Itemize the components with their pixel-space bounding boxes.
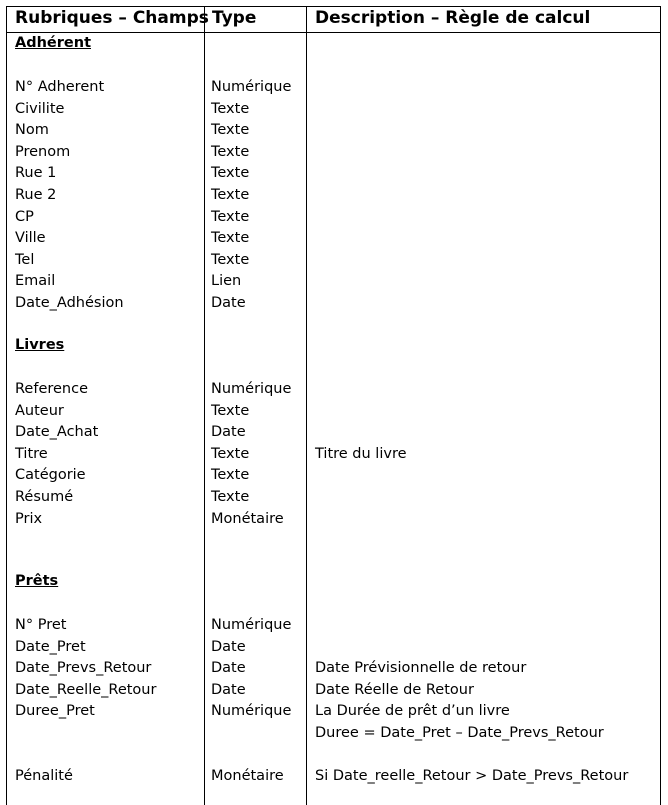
field-name: Civilite xyxy=(15,101,65,117)
table-header xyxy=(6,6,661,33)
field-type: Date xyxy=(211,424,246,440)
field-type: Texte xyxy=(211,187,250,203)
header-type: Type xyxy=(212,8,257,28)
field-description: La Durée de prêt d’un livre xyxy=(315,703,510,719)
field-name: Email xyxy=(15,273,56,289)
field-type: Texte xyxy=(211,122,250,138)
field-type: Numérique xyxy=(211,381,292,397)
field-type: Texte xyxy=(211,165,250,181)
header-description: Description – Règle de calcul xyxy=(315,8,591,28)
field-type: Texte xyxy=(211,467,250,483)
field-type: Texte xyxy=(211,101,250,117)
field-name: Rue 2 xyxy=(15,187,57,203)
field-type: Monétaire xyxy=(211,768,284,784)
field-name: Date_Prevs_Retour xyxy=(15,660,152,676)
section-title: Livres xyxy=(15,337,65,353)
field-type: Date xyxy=(211,682,246,698)
field-name: N° Adherent xyxy=(15,79,105,95)
field-type: Date xyxy=(211,639,246,655)
field-name: Reference xyxy=(15,381,89,397)
field-description: Duree = Date_Pret – Date_Prevs_Retour xyxy=(315,725,604,741)
field-type: Texte xyxy=(211,489,250,505)
field-name: Rue 1 xyxy=(15,165,57,181)
field-name: Date_Reelle_Retour xyxy=(15,682,157,698)
field-name: Auteur xyxy=(15,403,64,419)
field-name: Ville xyxy=(15,230,46,246)
field-name: Duree_Pret xyxy=(15,703,95,719)
field-name: Date_Adhésion xyxy=(15,295,124,311)
field-name: N° Pret xyxy=(15,617,67,633)
field-name: Catégorie xyxy=(15,467,86,483)
field-name: Tel xyxy=(15,252,35,268)
field-name: Résumé xyxy=(15,489,74,505)
field-name: Titre xyxy=(15,446,48,462)
field-name: CP xyxy=(15,209,34,225)
field-type: Texte xyxy=(211,403,250,419)
field-type: Texte xyxy=(211,144,250,160)
field-name: Date_Achat xyxy=(15,424,99,440)
field-name: Date_Pret xyxy=(15,639,86,655)
field-description: Date Réelle de Retour xyxy=(315,682,474,698)
field-type: Texte xyxy=(211,209,250,225)
header-fields: Rubriques – Champs xyxy=(15,8,209,28)
field-type: Numérique xyxy=(211,703,292,719)
field-type: Date xyxy=(211,660,246,676)
field-type: Numérique xyxy=(211,617,292,633)
field-type: Numérique xyxy=(211,79,292,95)
field-type: Date xyxy=(211,295,246,311)
field-name: Prenom xyxy=(15,144,71,160)
field-name: Prix xyxy=(15,511,43,527)
section-title: Adhérent xyxy=(15,35,91,51)
field-type: Texte xyxy=(211,446,250,462)
field-name: Nom xyxy=(15,122,49,138)
field-type: Texte xyxy=(211,230,250,246)
field-name: Pénalité xyxy=(15,768,73,784)
field-description: Titre du livre xyxy=(315,446,407,462)
field-type: Lien xyxy=(211,273,242,289)
field-type: Monétaire xyxy=(211,511,284,527)
section-title: Prêts xyxy=(15,573,59,589)
field-description: Si Date_reelle_Retour > Date_Prevs_Retour xyxy=(315,768,629,784)
field-table xyxy=(6,6,661,805)
field-type: Texte xyxy=(211,252,250,268)
field-description: Date Prévisionnelle de retour xyxy=(315,660,527,676)
